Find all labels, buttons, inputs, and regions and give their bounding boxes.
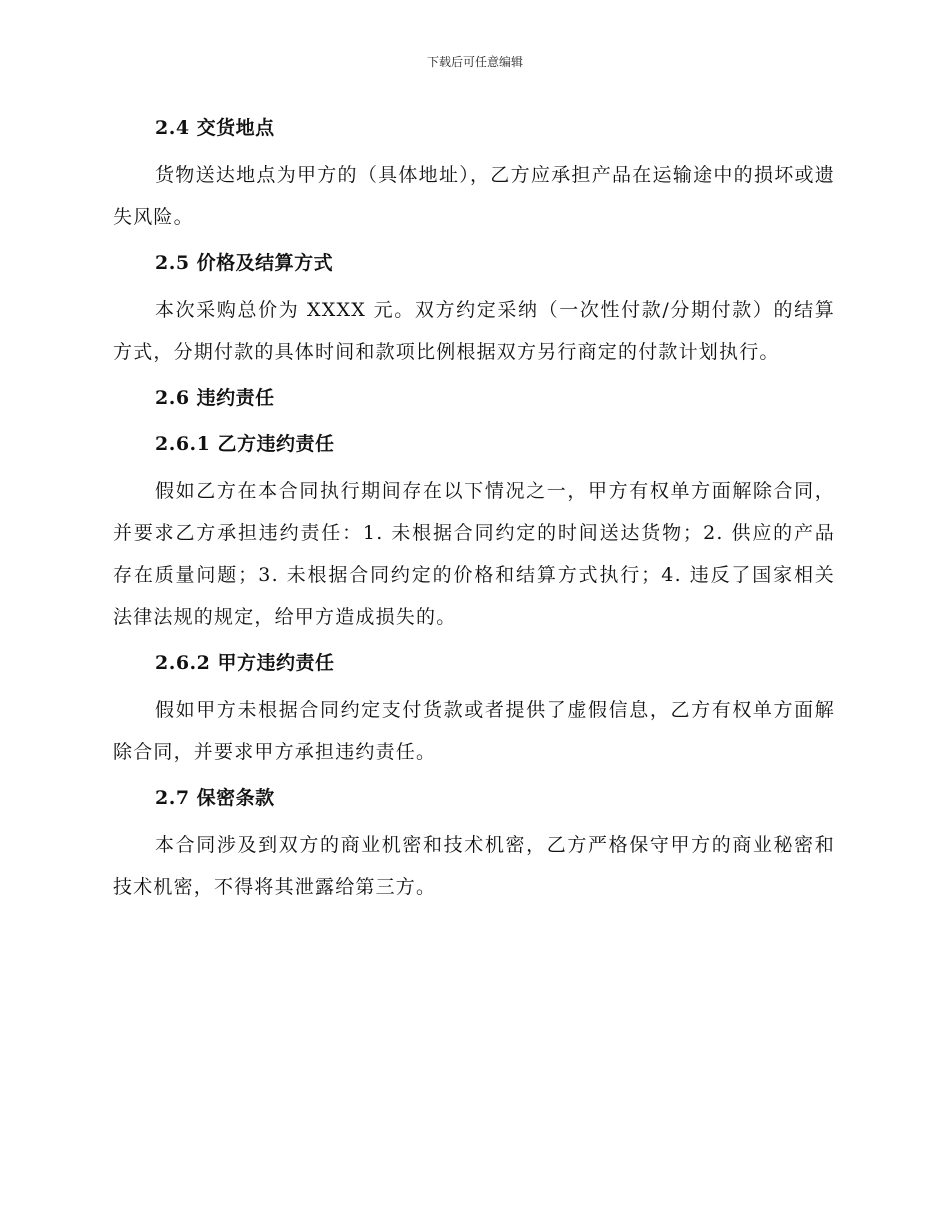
page-header: 下载后可任意编辑 xyxy=(426,55,523,69)
heading-2-6-1: 2.6.1 乙方违约责任 xyxy=(155,433,335,455)
paragraph-delivery-location: 货物送达地点为甲方的（具体地址），乙方应承担产品在运输途中的损坏或遗失风险。 xyxy=(113,164,835,228)
paragraph-party-a-liability: 假如甲方未根据合同约定支付货款或者提供了虚假信息，乙方有权单方面解除合同，并要求甲方承担违约责任。 xyxy=(113,699,835,763)
paragraph-confidentiality: 本合同涉及到双方的商业机密和技术机密，乙方严格保守甲方的商业秘密和技术机密，不得将其泄露给第三方。 xyxy=(113,834,835,898)
heading-2-6: 2.6 违约责任 xyxy=(155,387,275,409)
heading-2-4: 2.4 交货地点 xyxy=(155,117,275,139)
heading-2-5: 2.5 价格及结算方式 xyxy=(155,252,334,274)
document-body xyxy=(113,108,835,913)
heading-2-7: 2.7 保密条款 xyxy=(155,787,275,809)
paragraph-party-b-liability: 假如乙方在本合同执行期间存在以下情况之一，甲方有权单方面解除合同，并要求乙方承担违约责任：1. 未根据合同约定的时间送达货物；2. 供应的产品存在质量问题；3. 未根据合同约定的价格和结算方式执行；4. 违反了国家相关法律法规的规定，给甲方造成损失的。 xyxy=(113,480,835,628)
heading-2-6-2: 2.6.2 甲方违约责任 xyxy=(155,652,335,674)
paragraph-price-settlement: 本次采购总价为 XXXX 元。双方约定采纳（一次性付款/分期付款）的结算方式，分期付款的具体时间和款项比例根据双方另行商定的付款计划执行。 xyxy=(113,299,835,363)
